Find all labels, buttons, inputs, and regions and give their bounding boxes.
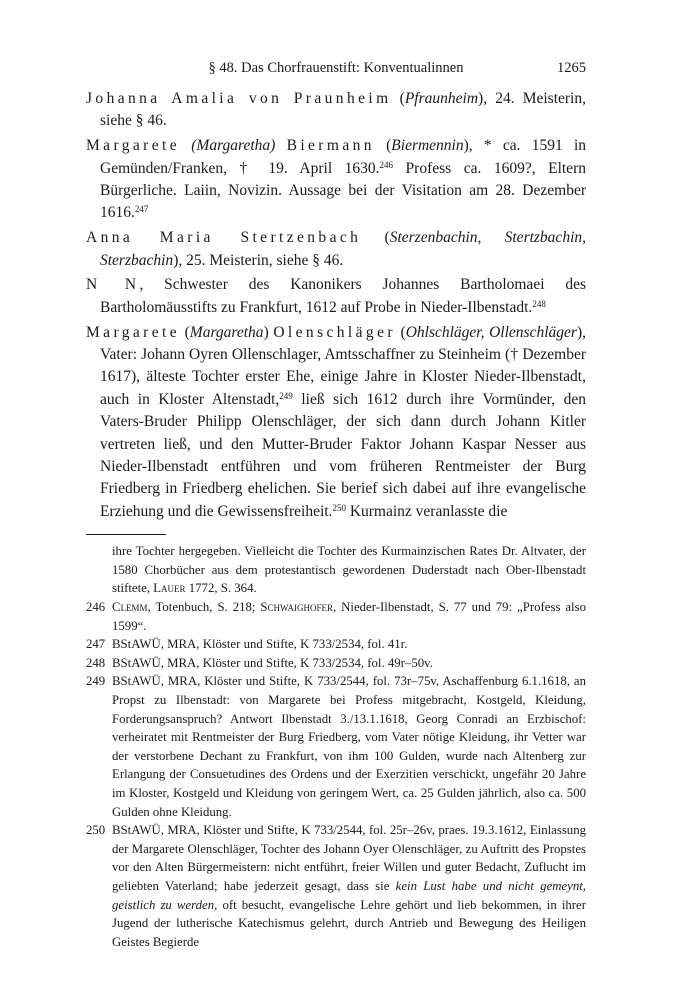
footnote-continuation bbox=[86, 542, 586, 598]
entry-name: Johanna Amalia von Praunheim bbox=[86, 90, 392, 107]
name-variant: Margaretha bbox=[189, 323, 264, 341]
author-name: Lauer bbox=[153, 581, 186, 596]
footnote-ref[interactable]: 246 bbox=[379, 159, 394, 170]
running-title: § 48. Das Chorfrauenstift: Konventualinnen bbox=[208, 60, 464, 76]
footnote-248 bbox=[86, 654, 586, 673]
footnote-text: ihre Tochter hergegeben. Vielleicht die Tochter des Kurmainzischen Rates Dr. Altvater, der 1580 Chorbücher aus dem protestantisch gewordenen Duderstadt nach Ober-Ilbenstadt stiftete, bbox=[112, 544, 586, 596]
surname-variant: Ohlschläger, Ollenschläger bbox=[405, 323, 577, 341]
name-variant: Sterzenbachin, Stertzbachin, Sterzbachin bbox=[100, 229, 586, 269]
entry-biermann: Margarete (Margaretha) Biermann (Biermennin), * ca. 1591 in Gemünden/Franken, † 19. April 1630.$^{246}$ Profess ca. 1609?, Eltern Bürgerliche. Laiin, Novizin. Aussage bei der Visitation am 28. Dezember 1616.$^{247}$ bbox=[86, 137, 587, 222]
entry-olenschlaeger: Margarete (Margaretha) Olenschläger (Ohlschläger, Ollenschläger), Vater: Johann Oyren Ollenschlager, Amtsschaffner zu Steinheim († Dezember 1617), älteste Tochter erster Ehe, einige Jahre in Kloster Nieder-Ilbenstadt, auch in Kloster Altenstadt,$^{249}$ ließ sich 1612 durch ihre Vormünder, den Vaters-Bruder Philipp Olenschläger, der sich dann durch Johann Kitler vertreten ließ, und den Mutter-Bruder Faktor Johann Kaspar Nesser aus Nieder-Ilbenstadt entführen und vom früheren Rentmeister der Burg Friedberg in Friedberg ehelichen. Sie berief sich dabei auf ihre evangelische Erziehung und die Gewissensfreiheit.$^{250}$ Kurmainz veranlasste die bbox=[86, 323, 586, 520]
surname-variant: Biermennin bbox=[391, 137, 464, 155]
footnote-number: 247 bbox=[86, 637, 106, 652]
footnote-246 bbox=[86, 598, 586, 635]
footnote-ref[interactable]: 248 bbox=[532, 298, 546, 309]
quoted-phrase: kein Lust habe und nicht gemeynt, geistlich zu werden bbox=[112, 878, 586, 912]
footnote-ref[interactable]: 249 bbox=[279, 390, 293, 401]
footnote-250 bbox=[86, 821, 586, 951]
footnote-ref[interactable]: 247 bbox=[134, 204, 149, 215]
book-page bbox=[86, 58, 586, 951]
name-variant: (Margaretha) bbox=[191, 137, 276, 155]
footnote-text bbox=[112, 821, 586, 951]
footnote-separator bbox=[86, 534, 166, 535]
footnote-249 bbox=[86, 672, 586, 821]
footnote-text: BStAWÜ, MRA, Klöster und Stifte, K 733/2534, fol. 49r–50v. bbox=[112, 655, 433, 670]
footnote-text-part: , Nieder-Ilbenstadt, S. 77 und 79: „Profess also 1599“. bbox=[112, 600, 586, 633]
footnote-text: BStAWÜ, MRA, Klöster und Stifte, K 733/2544, fol. 73r–75v, Aschaffenburg 6.1.1618, an Propst zu Ilbenstadt: von Margarete bei Profess mitgebracht, Kostgeld, Kleidung, Forderungsanspruch? Antwort Ilbenstadt 3./13.1.1618, Georg Conradi an Erzbischof: verheiratet mit Rentmeister der Burg Friedberg, vom Vater nötige Kleidung, ihr Vetter war der verstorbene Dechant zu Frankfurt, von ihm 100 Gulden, wurde nach Altenberg zur Erlangung der Consuetudines des Ordens und der Exerzitien verschickt, ungefähr 20 Jahre im Kloster, Kostgeld und Kleidung von geringem Wert, ca. 25 Gulden jährlich, also ca. 500 Gulden ohne Kleidung. bbox=[112, 674, 586, 819]
author-name: Schwaighofer bbox=[260, 600, 334, 615]
entry-text: ), * ca. 1591 in Gemünden/Franken, † 19. April 1630. bbox=[100, 137, 587, 177]
entry-text: Profess ca. 1609?, Eltern Bürgerliche. Laiin, Novizin. Aussage bei der Visitation am 28. Dezember 1616. bbox=[100, 159, 586, 222]
footnote-number: 249 bbox=[86, 674, 106, 689]
page-number: 1265 bbox=[557, 60, 586, 76]
entry-praunheim: Johanna Amalia von Praunheim (Pfraunheim), 24. Meisterin, siehe § 46. bbox=[86, 90, 586, 130]
entry-text: ), Vater: Johann Oyren Ollenschlager, Amtsschaffner zu Steinheim († Dezember 1617), älteste Tochter erster Ehe, einige Jahre in Kloster Nieder-Ilbenstadt, auch in Kloster Altenstadt, bbox=[100, 323, 586, 408]
footnote-text: BStAWÜ, MRA, Klöster und Stifte, K 733/2534, fol. 41r. bbox=[112, 637, 408, 652]
entry-list bbox=[86, 88, 586, 523]
footnote-text: 1772, S. 364. bbox=[185, 581, 257, 596]
footnote-text bbox=[112, 598, 586, 635]
entry-name: Anna Maria Stertzenbach bbox=[86, 229, 362, 247]
entry-text: ), 25. Meisterin, siehe § 46. bbox=[173, 251, 344, 269]
footnote-number: 248 bbox=[86, 655, 106, 670]
entry-nn bbox=[86, 274, 586, 319]
entry-text: ließ sich 1612 durch ihre Vormünder, den Vaters-Bruder Philipp Olenschläger, der sich dann durch Johann Kitler vertreten ließ, und den Mutter-Bruder Faktor Johann Kaspar Nesser aus Nieder-Ilbenstadt entführen und vom früheren Rentmeister der Burg Friedberg in Friedberg ehelichen. Sie berief sich dabei auf ihre evangelische Erziehung und die Gewissensfreiheit. bbox=[100, 390, 586, 520]
author-name: Clemm bbox=[112, 600, 148, 615]
footnote-247 bbox=[86, 635, 586, 654]
running-header bbox=[86, 58, 586, 84]
entry-text: , Schwester des Kanonikers Johannes Bartholomaei des Bartholomäusstifts zu Frankfurt, 1612 auf Probe in Nieder-Ilbenstadt. bbox=[100, 276, 587, 316]
entry-first-name: Margarete bbox=[86, 323, 181, 341]
entry-first-name: Margarete bbox=[86, 137, 181, 155]
footnote-text-part: BStAWÜ, MRA, Klöster und Stifte, K 733/2544, fol. 25r–26v, praes. 19.3.1612, Einlassung der Margarete Olenschläger, Tochter des Johann Oyer Olenschläger, zu Auftritt des Propstes vor den Alten Bürgermeistern: nicht entführt, freier Willen und guter Bedacht, Zuflucht im geliebten Vaterland; habe jederzeit gesagt, dass sie bbox=[112, 823, 586, 893]
footnote-text-part: , oft besucht, evangelische Lehre gehört und lieb bekommen, in ihrer Jugend der lutherische Katechismus gelehrt, durch Antrieb und Bewegung des Heiligen Geistes Begierde bbox=[112, 897, 586, 949]
entry-stertzenbach: Anna Maria Stertzenbach (Sterzenbachin, Stertzbachin, Sterzbachin), 25. Meisterin, siehe § 46. bbox=[86, 229, 586, 269]
name-variant: Pfraunheim bbox=[404, 90, 479, 107]
footnote-text-part: , Totenbuch, S. 218; bbox=[147, 600, 261, 615]
entry-text: Kurmainz veranlasste die bbox=[345, 502, 508, 520]
footnotes bbox=[86, 542, 586, 951]
entry-name: N N bbox=[86, 276, 140, 294]
entry-surname: Olenschläger bbox=[273, 323, 396, 341]
entry-text: ), 24. Meisterin, siehe § 46. bbox=[100, 90, 586, 130]
footnote-number: 250 bbox=[86, 823, 106, 838]
footnote-number: 246 bbox=[86, 600, 106, 615]
entry-surname: Biermann bbox=[286, 137, 375, 155]
footnote-ref[interactable]: 250 bbox=[332, 502, 346, 513]
